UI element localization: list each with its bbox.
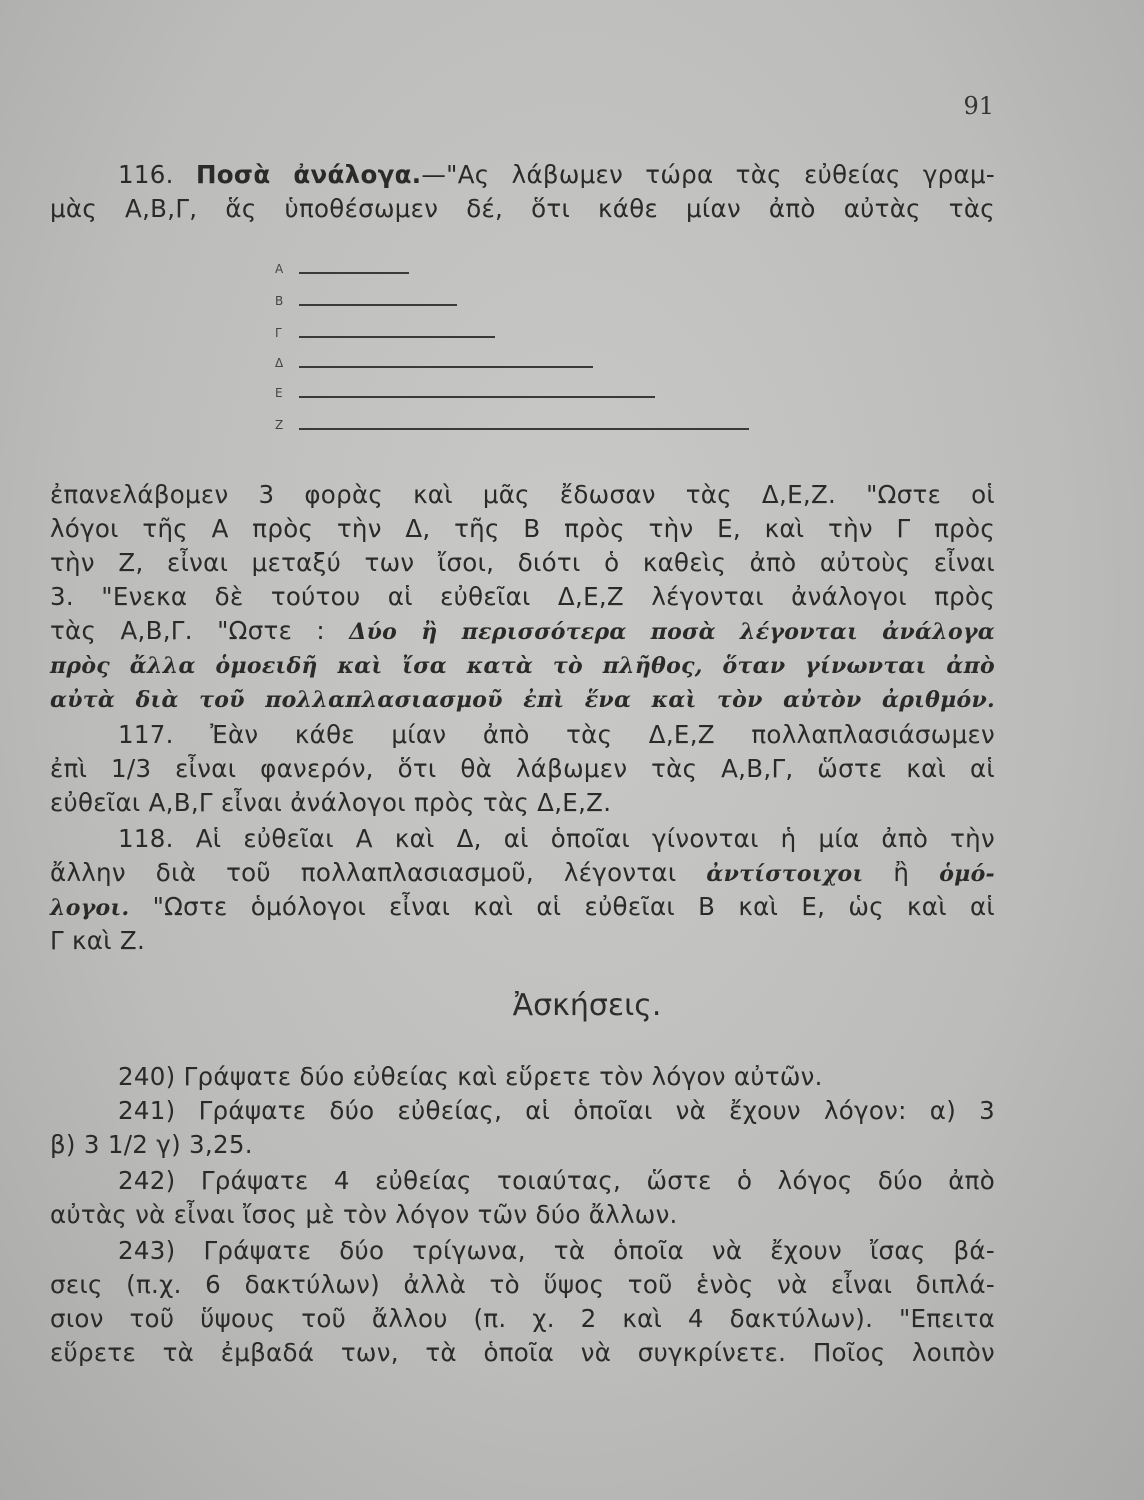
p118-line-3: λογοι. "Ωστε ὁμόλογοι εἶναι καὶ αἱ εὐθεῖαι Β καὶ Ε, ὡς καὶ αἱ bbox=[50, 892, 995, 921]
exercise-242-line-2: αὐτὰς νὰ εἶναι ἴσος μὲ τὸν λόγον τῶν δύο ἄλλων. bbox=[50, 1200, 678, 1229]
page-number: 91 bbox=[963, 92, 994, 120]
exercise-243-line-1: 243) Γράψατε δύο τρίγωνα, τὰ ὁποῖα νὰ ἔχουν ἴσας βά- bbox=[118, 1236, 995, 1265]
term-text: λογοι. bbox=[50, 895, 130, 921]
p118-line-1: 118. Αἱ εὐθεῖαι Α καὶ Δ, αἱ ὁποῖαι γίνονται ἡ μία ἀπὸ τὴν bbox=[118, 824, 995, 853]
definition-text: Δύο ἢ περισσότερα ποσὰ λέγονται ἀνάλογα bbox=[349, 619, 996, 645]
segment-label: Ζ bbox=[275, 418, 284, 432]
exercises-heading: Ἀσκήσεις. bbox=[512, 988, 662, 1023]
p118-line-4: Γ καὶ Ζ. bbox=[50, 926, 146, 955]
segment-label: Δ bbox=[275, 356, 284, 370]
p116-line-1: 116. Ποσὰ ἀνάλογα.—"Ας λάβωμεν τώρα τὰς εὐθείας γραμ- bbox=[118, 160, 995, 189]
segment-label: Γ bbox=[275, 326, 282, 340]
definition-text: πρὸς ἄλλα ὁμοειδῆ καὶ ἴσα κατὰ τὸ πλῆθος, ὅταν γίνωνται ἀπὸ bbox=[50, 653, 995, 679]
p117-line-3: εὐθεῖαι Α,Β,Γ εἶναι ἀνάλογοι πρὸς τὰς Δ,Ε,Ζ. bbox=[50, 788, 612, 817]
definition-text: αὐτὰ διὰ τοῦ πολλαπλασιασμοῦ ἐπὶ ἕνα καὶ τὸν αὐτὸν ἀριθμόν. bbox=[50, 687, 995, 713]
p117-line-1: 117. Ἐὰν κάθε μίαν ἀπὸ τὰς Δ,Ε,Ζ πολλαπλασιάσωμεν bbox=[118, 720, 995, 749]
section-title: Ποσὰ ἀνάλογα. bbox=[196, 160, 422, 189]
p116b-line-1: ἐπανελάβομεν 3 φορὰς καὶ μᾶς ἔδωσαν τὰς Δ,Ε,Ζ. "Ωστε οἱ bbox=[50, 480, 995, 509]
p116b-line-6 bbox=[50, 650, 995, 681]
p116b-line-5: τὰς Α,Β,Γ. "Ωστε : Δύο ἢ περισσότερα ποσὰ λέγονται ἀνάλογα bbox=[50, 616, 996, 645]
segments-diagram bbox=[275, 262, 775, 442]
term-text: ὁμό- bbox=[939, 861, 995, 887]
p116b-line-3: τὴν Ζ, εἶναι μεταξύ των ἴσοι, διότι ὁ καθεὶς ἀπὸ αὐτοὺς εἶναι bbox=[50, 548, 995, 577]
exercise-241-line-2: β) 3 1/2 γ) 3,25. bbox=[50, 1130, 253, 1159]
p116b-line-4: 3. "Ενεκα δὲ τούτου αἱ εὐθεῖαι Δ,Ε,Ζ λέγονται ἀνάλογοι πρὸς bbox=[50, 582, 995, 611]
segment-label: Ε bbox=[275, 386, 283, 400]
segment-label: Β bbox=[275, 294, 284, 308]
p116-line-2: μὰς Α,Β,Γ, ἅς ὑποθέσωμεν δέ, ὅτι κάθε μίαν ἀπὸ αὐτὰς τὰς bbox=[50, 194, 995, 223]
p116b-line-7 bbox=[50, 684, 995, 715]
p118-line-2: ἄλλην διὰ τοῦ πολλαπλασιασμοῦ, λέγονται ἀντίστοιχοι ἢ ὁμό- bbox=[50, 858, 995, 887]
section-number: 116. bbox=[118, 160, 174, 189]
p117-line-2: ἐπὶ 1/3 εἶναι φανερόν, ὅτι θὰ λάβωμεν τὰς Α,Β,Γ, ὥστε καὶ αἱ bbox=[50, 754, 995, 783]
exercise-242-line-1: 242) Γράψατε 4 εὐθείας τοιαύτας, ὥστε ὁ λόγος δύο ἀπὸ bbox=[118, 1166, 995, 1195]
exercise-243-line-3: σιον τοῦ ὕψους τοῦ ἄλλου (π. χ. 2 καὶ 4 δακτύλων). "Επειτα bbox=[50, 1304, 995, 1333]
term-text: ἀντίστοιχοι bbox=[706, 861, 864, 887]
exercise-243-line-4: εὕρετε τὰ ἐμβαδά των, τὰ ὁποῖα νὰ συγκρίνετε. Ποῖος λοιπὸν bbox=[50, 1338, 995, 1367]
exercise-241-line-1: 241) Γράψατε δύο εὐθείας, αἱ ὁποῖαι νὰ ἔχουν λόγον: α) 3 bbox=[118, 1096, 995, 1125]
exercise-240: 240) Γράψατε δύο εὐθείας καὶ εὕρετε τὸν λόγον αὐτῶν. bbox=[118, 1062, 823, 1091]
exercise-243-line-2: σεις (π.χ. 6 δακτύλων) ἀλλὰ τὸ ὕψος τοῦ ἑνὸς νὰ εἶναι διπλά- bbox=[50, 1270, 995, 1299]
segment-label: Α bbox=[275, 262, 284, 276]
p116b-line-2: λόγοι τῆς Α πρὸς τὴν Δ, τῆς Β πρὸς τὴν Ε, καὶ τὴν Γ πρὸς bbox=[50, 514, 995, 543]
